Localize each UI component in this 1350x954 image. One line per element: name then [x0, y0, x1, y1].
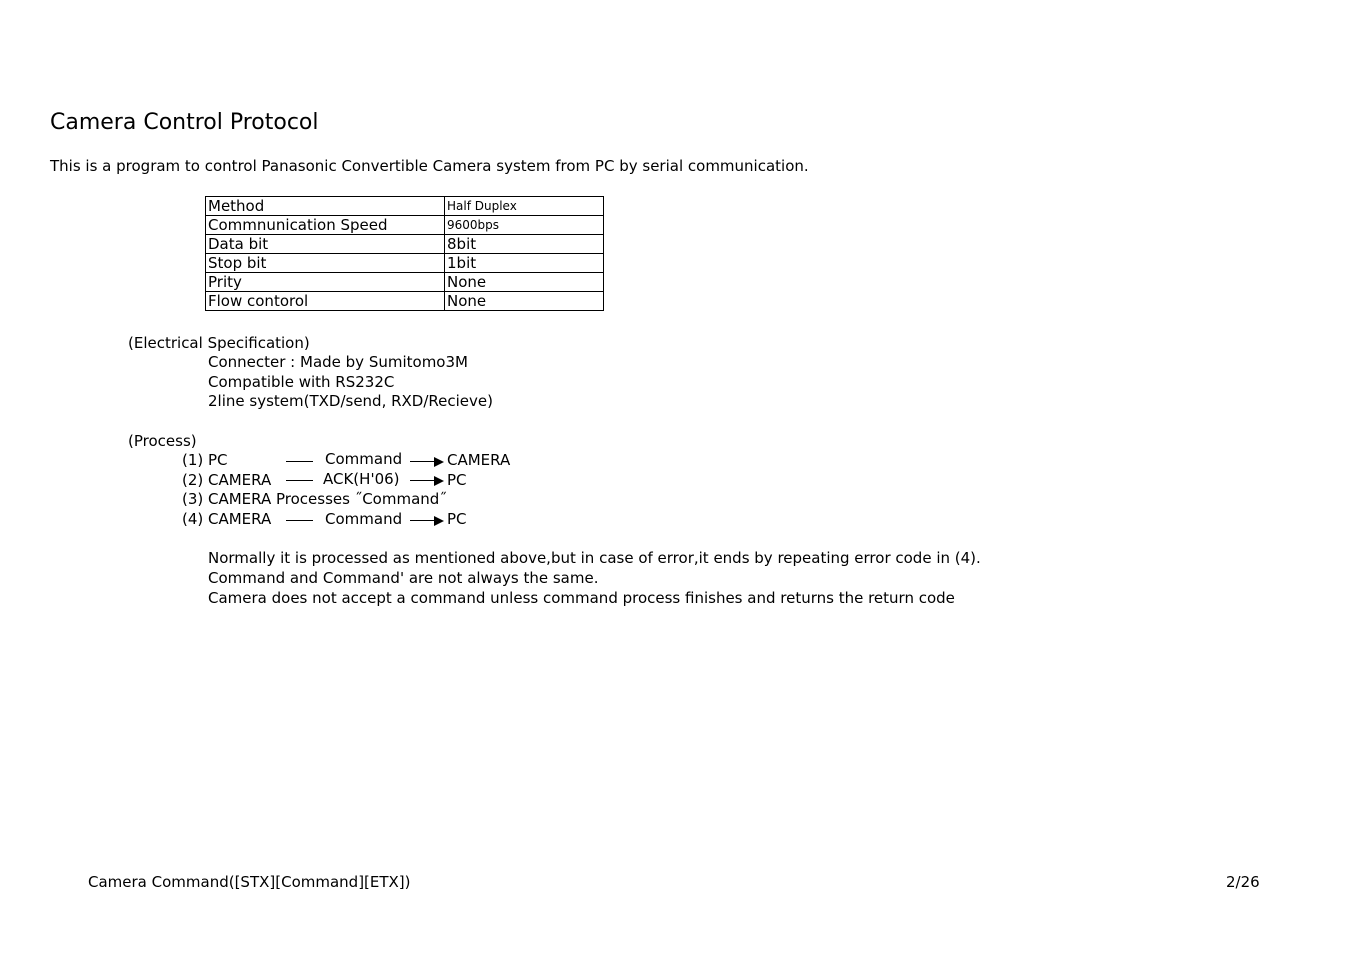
arrow-right-icon	[410, 456, 444, 468]
table-row	[206, 216, 604, 235]
step-to: PC	[447, 471, 467, 489]
spec-value: Half Duplex	[445, 197, 604, 216]
electrical-line: Compatible with RS232C	[208, 373, 395, 391]
spec-table	[205, 196, 604, 311]
spec-value: None	[445, 292, 604, 311]
process-note: Command and Command' are not always the same.	[208, 569, 599, 587]
process-note: Camera does not accept a command unless command process finishes and returns the return code	[208, 589, 955, 607]
step-number: (2)	[182, 471, 204, 489]
step-message: Command	[325, 510, 403, 528]
page-title: Camera Control Protocol	[50, 110, 319, 135]
spec-value: 8bit	[445, 235, 604, 254]
table-row	[206, 197, 604, 216]
step-message: ACK(H'06)	[323, 470, 400, 488]
spec-value: 1bit	[445, 254, 604, 273]
electrical-line: 2line system(TXD/send, RXD/Recieve)	[208, 392, 493, 410]
electrical-heading: (Electrical Specification)	[128, 334, 310, 352]
process-note: Normally it is processed as mentioned above,but in case of error,it ends by repeating error code in (4).	[208, 549, 981, 567]
step-number: (4)	[182, 510, 204, 528]
step-text: CAMERA Processes ˝Command˝	[208, 490, 447, 508]
spec-key: Prity	[206, 273, 445, 292]
step-number: (1)	[182, 451, 204, 469]
process-heading: (Process)	[128, 432, 197, 450]
spec-value: 9600bps	[445, 216, 604, 235]
spec-key: Stop bit	[206, 254, 445, 273]
step-from: PC	[208, 451, 228, 469]
connector-line	[286, 480, 313, 481]
step-from: CAMERA	[208, 471, 272, 489]
spec-key: Flow contorol	[206, 292, 445, 311]
spec-key: Commnunication Speed	[206, 216, 445, 235]
step-from: CAMERA	[208, 510, 272, 528]
arrow-right-icon	[410, 475, 444, 487]
electrical-line: Connecter : Made by Sumitomo3M	[208, 353, 468, 371]
spec-key: Data bit	[206, 235, 445, 254]
connector-line	[286, 520, 313, 521]
table-row	[206, 292, 604, 311]
spec-value: None	[445, 273, 604, 292]
step-to: CAMERA	[447, 451, 511, 469]
connector-line	[286, 461, 313, 462]
table-row	[206, 273, 604, 292]
intro-text: This is a program to control Panasonic Convertible Camera system from PC by serial communication.	[50, 157, 809, 175]
table-row	[206, 254, 604, 273]
spec-key: Method	[206, 197, 445, 216]
footer-title: Camera Command([STX][Command][ETX])	[88, 873, 411, 891]
page-number: 2/26	[1226, 873, 1260, 891]
step-to: PC	[447, 510, 467, 528]
arrow-right-icon	[410, 515, 444, 527]
step-number: (3)	[182, 490, 204, 508]
step-message: Command	[325, 450, 403, 468]
table-row	[206, 235, 604, 254]
